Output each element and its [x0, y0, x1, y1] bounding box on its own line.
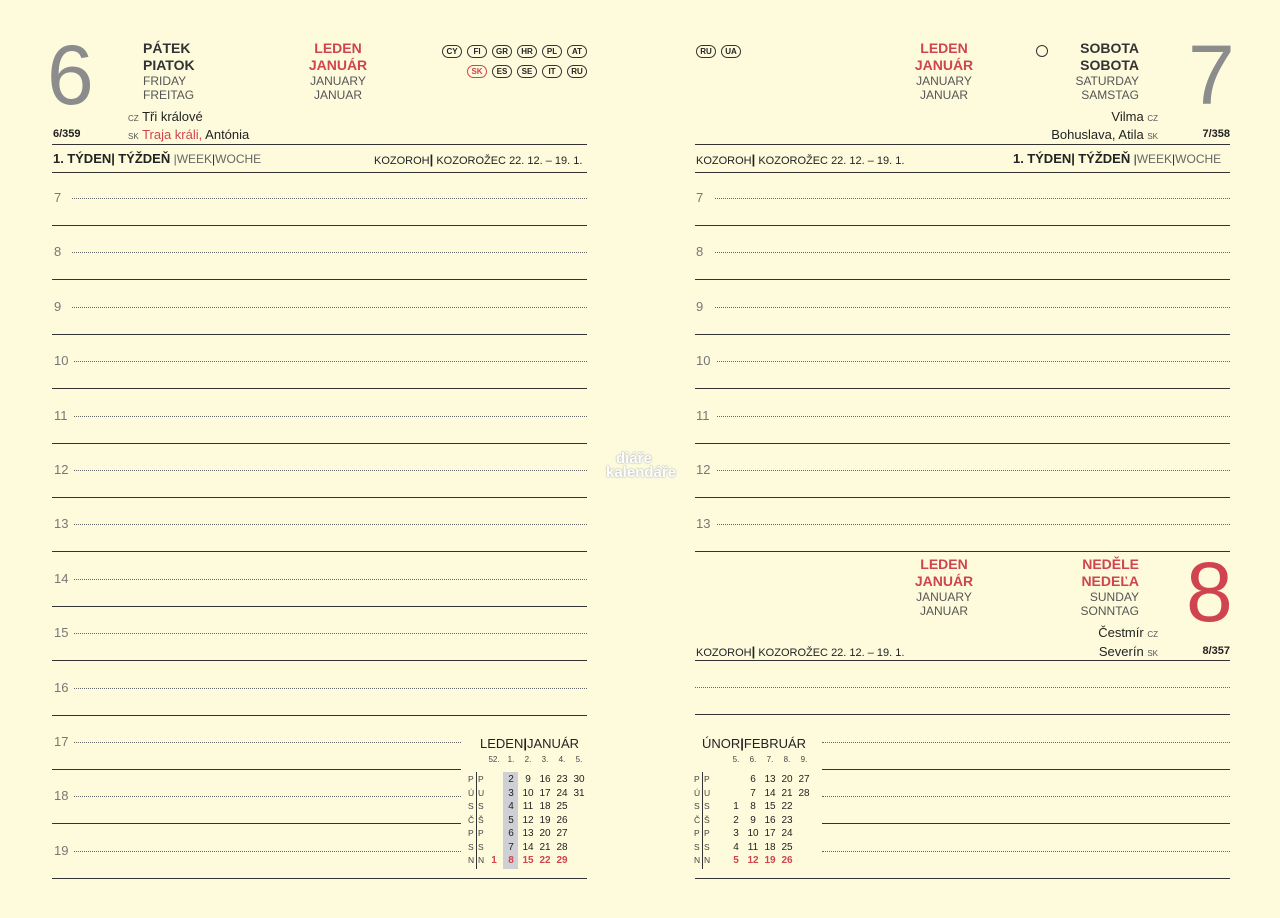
calendar-day: 16: [764, 814, 776, 826]
day-label-sk: P: [478, 828, 484, 838]
day-label-cz: N: [468, 855, 475, 865]
hour-label: 10: [696, 353, 711, 369]
hour-dotted-line: [715, 198, 1230, 199]
day-label-sk: U: [704, 787, 711, 798]
hour-dotted-line: [717, 524, 1230, 525]
hour-line: [52, 551, 587, 552]
hour-dotted-line: [74, 796, 461, 797]
week-en: WEEK: [176, 152, 213, 166]
nameday-sk-day7: [980, 126, 1158, 145]
day-label-cz: S: [468, 801, 474, 811]
divider: [695, 144, 1230, 145]
calendar-day: 24: [781, 828, 793, 839]
week-number: 2.: [524, 755, 532, 764]
hour-label: 10: [54, 353, 69, 369]
hour-dotted-line: [72, 198, 587, 199]
calendar-day: 3: [733, 828, 739, 839]
calendar-day: 2: [733, 814, 739, 826]
month-names-day7: [902, 40, 986, 102]
day-label-sk: S: [704, 841, 710, 852]
calendar-day: 13: [522, 828, 534, 839]
calendar-day: 25: [781, 841, 793, 853]
month-sk: JANUÁR: [914, 573, 974, 589]
hour-line: [52, 606, 587, 607]
day-label-cz: P: [468, 774, 474, 784]
country-badge: IT: [542, 65, 562, 78]
calendar-day: 19: [764, 855, 776, 866]
nameday-sk-left: [128, 126, 249, 145]
calendar-day: 28: [798, 787, 810, 799]
day-number-7: 7: [1188, 28, 1235, 122]
zodiac-right: KOZOROH| KOZOROŽEC 22. 12. – 19. 1.: [696, 152, 905, 167]
name-sk: Severín: [1098, 644, 1144, 659]
day-count-day7: 7/358: [1202, 128, 1230, 140]
day-label-cz: S: [468, 841, 474, 852]
calendar-day: 4: [733, 841, 739, 853]
hour-line: [52, 823, 461, 824]
country-badge: GR: [492, 45, 512, 58]
week-number: 6.: [749, 755, 757, 764]
hour-label: 14: [54, 570, 69, 586]
calendar-day: 23: [781, 814, 793, 826]
week-number: 8.: [783, 755, 791, 764]
hour-line: [52, 660, 587, 661]
day-label-sk: N: [478, 855, 485, 865]
calendar-day: 8: [508, 855, 514, 866]
title-cz: LEDEN: [480, 736, 524, 751]
calendar-day: 1: [733, 801, 739, 812]
name-cz: Čestmír: [1098, 625, 1144, 640]
calendar-day: 21: [781, 787, 793, 799]
month-sk: JANUÁR: [308, 57, 368, 73]
hour-label: 18: [54, 788, 69, 804]
note-dotted-line: [822, 796, 1230, 797]
day-en: SATURDAY: [1075, 74, 1139, 88]
watermark-line2: kalendáře: [606, 464, 677, 481]
week-cz: TÝDEN: [1027, 151, 1072, 166]
calendar-day: 5: [733, 855, 739, 866]
calendar-day: 6: [750, 774, 756, 785]
hour-line: [52, 334, 587, 335]
day-en: SUNDAY: [1089, 590, 1139, 604]
day-label-sk: Š: [478, 814, 484, 825]
country-badge: SE: [517, 65, 537, 78]
hour-label: 11: [696, 407, 710, 423]
month-cz: LEDEN: [920, 40, 968, 56]
note-line: [695, 878, 1230, 879]
country-badge: SK: [467, 65, 487, 78]
calendar-day: 7: [508, 841, 514, 853]
calendar-day: 16: [539, 774, 551, 785]
country-badge: UA: [721, 45, 741, 58]
zodiac-sk: KOZOROŽEC: [758, 647, 828, 659]
hour-label: 9: [696, 298, 704, 314]
day-count-day8: 8/357: [1202, 645, 1230, 657]
day-label-cz: P: [694, 828, 700, 838]
note-dotted-line: [822, 742, 1230, 743]
week-number: 5.: [575, 755, 583, 764]
hour-line: [695, 334, 1230, 335]
hour-line: [52, 497, 587, 498]
calendar-day: 13: [764, 774, 776, 785]
day-label-cz: S: [694, 841, 700, 852]
country-badge: ES: [492, 65, 512, 78]
hour-dotted-line: [72, 307, 587, 308]
hour-label: 12: [696, 462, 711, 477]
watermark-logo: [594, 452, 676, 480]
month-cz: LEDEN: [920, 556, 968, 572]
nameday-cz-left: [128, 108, 203, 127]
hour-dotted-line: [717, 416, 1230, 417]
week-sk: TÝŽDEŇ: [1078, 151, 1131, 166]
calendar-day: 31: [573, 787, 585, 799]
title-sk: FEBRUÁR: [743, 736, 807, 751]
hour-dotted-line: [74, 579, 587, 580]
calendar-day: 23: [556, 774, 568, 785]
day-label-sk: Š: [704, 814, 710, 825]
title-separator: |: [740, 736, 744, 751]
hour-dotted-line: [74, 688, 587, 689]
calendar-day: 3: [508, 787, 514, 799]
day-sk: PIATOK: [143, 57, 195, 73]
day-label-sk: P: [704, 828, 710, 838]
hour-dotted-line: [72, 252, 587, 253]
calendar-day: 9: [525, 774, 531, 785]
week-num: 1.: [53, 151, 64, 166]
nameday-cz-day7: [1000, 108, 1158, 127]
calendar-day: 29: [556, 855, 568, 866]
day-label-sk: S: [704, 801, 710, 811]
calendar-day: 4: [508, 801, 514, 812]
hour-label: 19: [54, 842, 69, 858]
zodiac-range: 22. 12. – 19. 1.: [509, 155, 583, 167]
calendar-day: 19: [539, 814, 551, 826]
day-label-divider: [702, 772, 703, 869]
calendar-day: 27: [798, 774, 810, 785]
hour-label: 8: [54, 244, 62, 260]
month-de: JANUAR: [313, 88, 362, 102]
day-label-sk: S: [478, 801, 484, 811]
calendar-day: 12: [522, 814, 534, 826]
hour-line: [52, 225, 587, 226]
hour-line: [52, 279, 587, 280]
hour-dotted-line: [74, 416, 587, 417]
calendar-day: 8: [750, 801, 756, 812]
day-label-cz: S: [694, 801, 700, 811]
mini-calendar-title: [480, 736, 579, 751]
day-label-cz: P: [468, 828, 474, 838]
calendar-day: 15: [522, 855, 534, 866]
tag-sk: SK: [128, 132, 139, 141]
title-sk: JANUÁR: [527, 736, 580, 751]
calendar-day: 17: [539, 787, 551, 799]
calendar-day: 25: [556, 801, 568, 812]
week-de: WOCHE: [215, 152, 262, 166]
day-count-left: 6/359: [53, 128, 81, 140]
nameday-cz-day8: [1000, 624, 1158, 643]
day-number-6: 6: [47, 28, 94, 122]
calendar-day: 30: [573, 774, 585, 785]
zodiac-cz: KOZOROH: [696, 155, 752, 167]
zodiac-sk: KOZOROŽEC: [758, 155, 828, 167]
note-line: [695, 714, 1230, 715]
day-label-cz: N: [694, 855, 701, 865]
day-de: SAMSTAG: [1081, 88, 1139, 102]
week-bar-right: 1. TÝDEN| TÝŽDEŇ |WEEK|WOCHE: [1013, 151, 1222, 166]
name-sk: Bohuslava, Atila: [1051, 127, 1144, 142]
month-de: JANUAR: [919, 604, 968, 618]
day-label-sk: S: [478, 841, 484, 852]
hour-line: [52, 443, 587, 444]
hour-dotted-line: [74, 633, 587, 634]
hour-line: [52, 878, 461, 879]
month-names-day8: [902, 556, 986, 618]
calendar-day: 14: [522, 841, 534, 853]
hour-dotted-line: [74, 524, 587, 525]
week-number: 4.: [558, 755, 566, 764]
calendar-day: 22: [539, 855, 551, 866]
divider: [695, 172, 1230, 173]
hour-dotted-line: [74, 851, 461, 852]
day-label-sk: P: [704, 774, 710, 784]
calendar-day: 20: [539, 828, 551, 839]
hour-dotted-line: [74, 361, 587, 362]
month-cz: LEDEN: [314, 40, 362, 56]
day-cz: NEDĚLE: [1082, 556, 1139, 572]
week-de: WOCHE: [1175, 152, 1222, 166]
name-cz: Tři králové: [142, 109, 203, 124]
hour-label: 11: [54, 407, 68, 423]
calendar-day: 26: [556, 814, 568, 826]
calendar-day: 27: [556, 828, 568, 839]
country-badge: FI: [467, 45, 487, 58]
calendar-day: 26: [781, 855, 793, 866]
hour-line: [695, 279, 1230, 280]
name-sk: Antónia: [205, 127, 250, 142]
calendar-day: 10: [747, 828, 759, 839]
hour-line: [695, 388, 1230, 389]
month-en: JANUARY: [916, 74, 972, 88]
day-names-left: [143, 40, 195, 102]
week-number: 7.: [766, 755, 774, 764]
divider: [695, 660, 1230, 661]
note-dotted-line: [822, 851, 1230, 852]
calendar-day: 7: [750, 787, 756, 799]
calendar-day: 10: [522, 787, 534, 799]
calendar-day: 1: [491, 855, 497, 866]
week-cz: TÝDEN: [67, 151, 112, 166]
zodiac-cz: KOZOROH: [374, 155, 430, 167]
month-names-left: [296, 40, 380, 102]
day-number-8: 8: [1186, 545, 1233, 639]
day-names-day8: [1040, 556, 1139, 618]
hour-dotted-line: [715, 252, 1230, 253]
name-cz: Vilma: [1111, 109, 1144, 124]
calendar-day: 14: [764, 787, 776, 799]
hour-label: 16: [54, 679, 69, 695]
day-cz: SOBOTA: [1080, 40, 1139, 56]
hour-label: 7: [54, 190, 62, 205]
day-label-cz: P: [694, 774, 700, 784]
tag-cz: CZ: [1147, 114, 1158, 123]
calendar-day: 5: [508, 814, 514, 826]
hour-line: [695, 443, 1230, 444]
hour-dotted-line: [717, 361, 1230, 362]
calendar-day: 2: [508, 774, 514, 785]
tag-sk: SK: [1147, 132, 1158, 141]
day-names-day7: [1040, 40, 1139, 102]
hour-line: [695, 497, 1230, 498]
hour-label: 8: [696, 244, 704, 260]
week-sk: TÝŽDEŇ: [118, 151, 171, 166]
month-en: JANUARY: [916, 590, 972, 604]
calendar-day: 15: [764, 801, 776, 812]
calendar-day: 12: [747, 855, 759, 866]
week-number: 9.: [800, 755, 808, 764]
hour-label: 13: [696, 516, 711, 532]
calendar-day: 11: [522, 801, 534, 812]
country-badge: PL: [542, 45, 562, 58]
tag-cz: CZ: [128, 114, 139, 123]
hour-dotted-line: [74, 470, 587, 471]
week-number: 5.: [732, 755, 740, 764]
note-line: [822, 823, 1230, 824]
tag-cz: CZ: [1147, 630, 1158, 639]
week-num: 1.: [1013, 151, 1024, 166]
divider: [52, 144, 587, 145]
zodiac-cz: KOZOROH: [696, 647, 752, 659]
country-badge: AT: [567, 45, 587, 58]
tag-sk: SK: [1147, 649, 1158, 658]
hour-line: [52, 715, 587, 716]
bottom-line: [460, 878, 587, 879]
note-dotted-line: [695, 687, 1230, 688]
zodiac-day8: KOZOROH| KOZOROŽEC 22. 12. – 19. 1.: [696, 644, 905, 659]
hour-line: [52, 388, 587, 389]
name-sk-holiday: Traja králi,: [142, 127, 203, 142]
hour-label: 13: [54, 516, 69, 532]
mini-calendar-title: [702, 736, 806, 751]
day-label-cz: Č: [468, 814, 475, 825]
day-de: SONNTAG: [1080, 604, 1139, 618]
week-number: 1.: [507, 755, 515, 764]
day-label-divider: [476, 772, 477, 869]
calendar-day: 21: [539, 841, 551, 853]
calendar-day: 11: [747, 841, 759, 853]
calendar-day: 20: [781, 774, 793, 785]
hour-label: 7: [696, 190, 704, 205]
country-badge: RU: [567, 65, 587, 78]
calendar-day: 9: [750, 814, 756, 826]
title-separator: |: [523, 736, 527, 751]
hour-label: 15: [54, 625, 69, 641]
day-label-sk: N: [704, 855, 711, 865]
week-number: 52.: [488, 755, 500, 764]
calendar-day: 24: [556, 787, 568, 799]
day-label-sk: U: [478, 787, 485, 798]
hour-line: [695, 225, 1230, 226]
day-en: FRIDAY: [143, 74, 187, 88]
hour-label: 17: [54, 734, 69, 749]
zodiac-sk: KOZOROŽEC: [436, 155, 506, 167]
month-de: JANUAR: [919, 88, 968, 102]
hour-label: 12: [54, 462, 69, 477]
zodiac-range: 22. 12. – 19. 1.: [831, 647, 905, 659]
calendar-day: 22: [781, 801, 793, 812]
hour-dotted-line: [717, 470, 1230, 471]
day-cz: PÁTEK: [143, 40, 191, 56]
country-badge: RU: [696, 45, 716, 58]
country-badge: HR: [517, 45, 537, 58]
day-sk: NEDEĽA: [1081, 573, 1139, 589]
zodiac-left: KOZOROH| KOZOROŽEC 22. 12. – 19. 1.: [374, 152, 583, 167]
day-label-cz: Č: [694, 814, 701, 825]
day-de: FREITAG: [143, 88, 195, 102]
divider: [52, 172, 587, 173]
hour-line: [695, 551, 1230, 552]
zodiac-range: 22. 12. – 19. 1.: [831, 155, 905, 167]
country-badge: CY: [442, 45, 462, 58]
month-en: JANUARY: [310, 74, 366, 88]
week-number: 3.: [541, 755, 549, 764]
calendar-day: 18: [764, 841, 776, 853]
hour-dotted-line: [74, 742, 461, 743]
hour-label: 9: [54, 298, 62, 314]
week-en: WEEK: [1136, 152, 1173, 166]
hour-line: [52, 769, 461, 770]
hour-dotted-line: [715, 307, 1230, 308]
calendar-day: 28: [556, 841, 568, 853]
day-label-sk: P: [478, 774, 484, 784]
title-cz: ÚNOR: [702, 736, 741, 751]
calendar-day: 17: [764, 828, 776, 839]
note-line: [822, 769, 1230, 770]
calendar-day: 6: [508, 828, 514, 839]
calendar-day: 18: [539, 801, 551, 812]
week-bar-left: 1. TÝDEN| TÝŽDEŇ |WEEK|WOCHE: [53, 151, 262, 166]
day-sk: SOBOTA: [1080, 57, 1139, 73]
day-label-cz: Ú: [468, 787, 475, 798]
watermark-line1: diáře: [616, 450, 652, 467]
day-label-cz: Ú: [694, 787, 701, 798]
month-sk: JANUÁR: [914, 57, 974, 73]
